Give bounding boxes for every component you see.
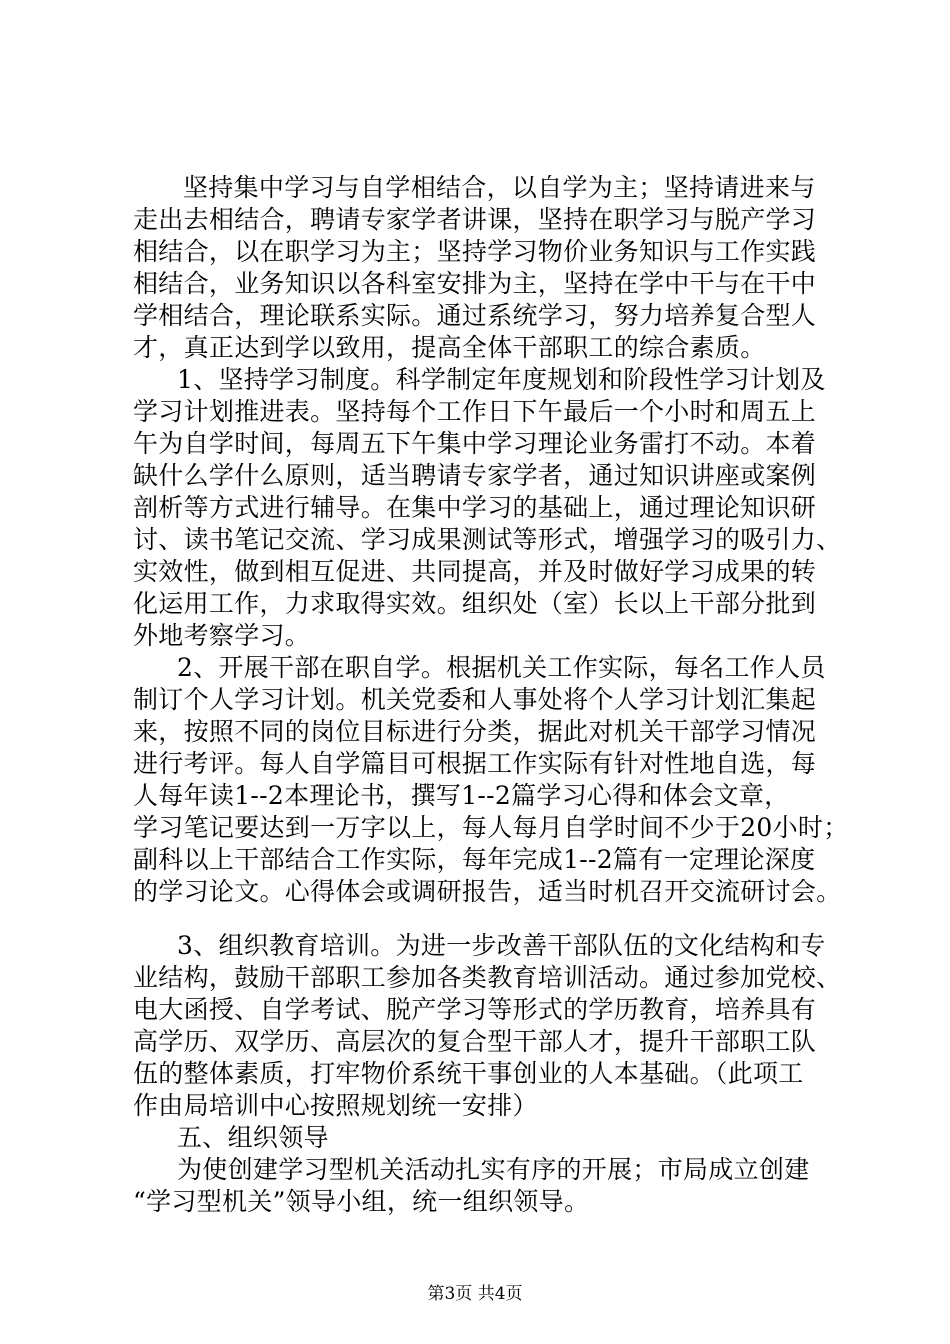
text-line: 学习计划推进表。坚持每个工作日下午最后一个小时和周五上 [133,397,817,426]
paragraph-spacer [133,908,833,930]
text-line: 伍的整体素质，打牢物价系统干事创业的人本基础。（此项工 [133,1059,804,1088]
text-line: 相结合，业务知识以各科室安排为主，坚持在学中干与在干中 [133,269,817,298]
text-line: 剖析等方式进行辅导。在集中学习的基础上，通过理论知识研 [133,493,817,522]
text-line: 2、开展干部在职自学。根据机关工作实际，每名工作人员 [177,653,826,682]
text-line: 午为自学时间，每周五下午集中学习理论业务雷打不动。本着 [133,429,817,458]
text-line: 实效性，做到相互促进、共同提高，并及时做好学习成果的转 [133,557,817,586]
paragraph-study-system [133,364,842,652]
text-line: 1、坚持学习制度。科学制定年度规划和阶段性学习计划及 [177,365,826,394]
text-line: 走出去相结合，聘请专家学者讲课，坚持在职学习与脱产学习 [133,205,817,234]
text-line: 副科以上干部结合工作实际，每年完成1--2篇有一定理论深度 [133,845,816,874]
paragraph-self-study [133,652,849,908]
text-line: 化运用工作，力求取得实效。组织处（室）长以上干部分批到 [133,589,817,618]
page-number: 第3页 共4页 [427,1284,523,1304]
text-line: 业结构，鼓励干部职工参加各类教育培训活动。通过参加党校、 [133,963,842,992]
paragraph-leadership [133,1154,833,1218]
text-line: 讨、读书笔记交流、学习成果测试等形式，增强学习的吸引力、 [133,525,842,554]
text-line: 学相结合，理论联系实际。通过系统学习，努力培养复合型人 [133,301,817,330]
text-line: 作由局培训中心按照规划统一安排） [133,1091,538,1120]
text-line: “学习型机关”领导小组，统一组织领导。 [133,1187,590,1216]
text-line: 才，真正达到学以致用，提高全体干部职工的综合素质。 [133,333,766,362]
text-line: 来，按照不同的岗位目标进行分类，据此对机关干部学习情况 [133,717,817,746]
text-line: 进行考评。每人自学篇目可根据工作实际有针对性地自选，每 [133,749,817,778]
section-heading: 五、组织领导 [177,1123,329,1152]
text-line: 人每年读1--2本理论书，撰写1--2篇学习心得和体会文章， [133,781,790,810]
paragraph-education-training [133,930,842,1122]
text-line: 的学习论文。心得体会或调研报告，适当时机召开交流研讨会。 [133,877,842,906]
paragraph-study-principles [133,172,833,364]
text-line: 相结合，以在职学习为主；坚持学习物价业务知识与工作实践 [133,237,817,266]
text-line: 外地考察学习。 [133,621,311,650]
text-line: 3、组织教育培训。为进一步改善干部队伍的文化结构和专 [177,931,826,960]
text-line: 学习笔记要达到一万字以上，每人每月自学时间不少于20小时； [133,813,849,842]
text-line: 制订个人学习计划。机关党委和人事处将个人学习计划汇集起 [133,685,817,714]
text-line: 高学历、双学历、高层次的复合型干部人才，提升干部职工队 [133,1027,817,1056]
text-line: 缺什么学什么原则，适当聘请专家学者，通过知识讲座或案例 [133,461,817,490]
page-footer [0,1284,950,1304]
text-line: 为使创建学习型机关活动扎实有序的开展；市局成立创建 [177,1155,810,1184]
document-body [133,172,849,1218]
text-line: 电大函授、自学考试、脱产学习等形式的学历教育，培养具有 [133,995,817,1024]
section-heading-leadership [133,1122,833,1154]
text-line: 坚持集中学习与自学相结合，以自学为主；坚持请进来与 [183,173,816,202]
